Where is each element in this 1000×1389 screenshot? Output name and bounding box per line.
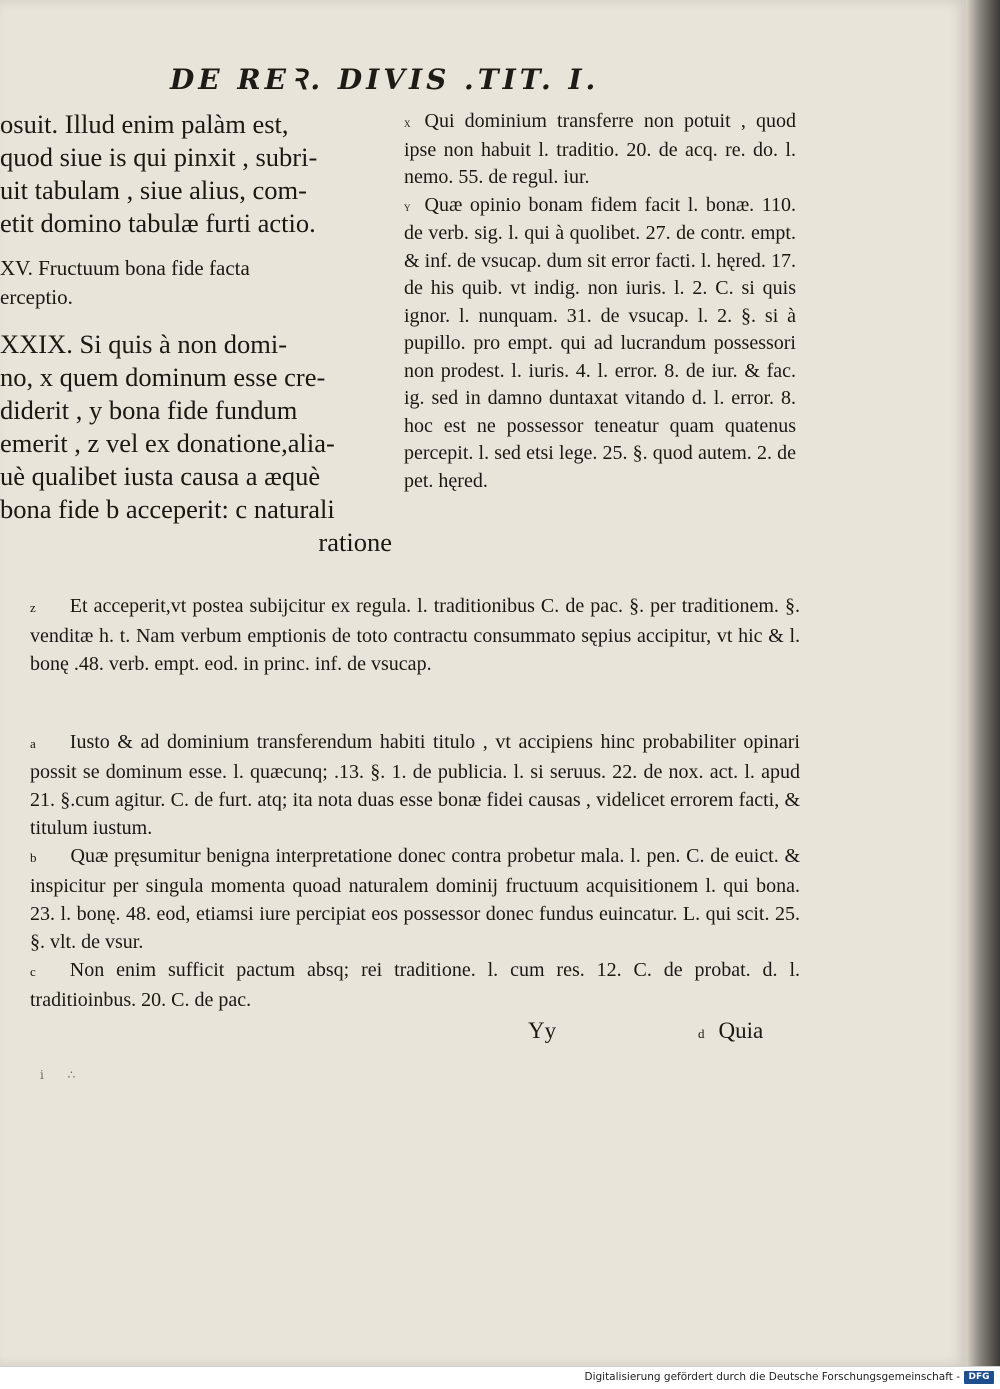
text-line: emerit , z vel ex donatione,alia- [0, 428, 335, 458]
gloss-note [404, 108, 796, 192]
note-marker: y [404, 198, 411, 214]
text-line: XXIX. Si quis à non domi- [0, 329, 288, 359]
gloss-note-wide [0, 592, 800, 678]
digitization-footer [0, 1366, 1000, 1389]
note-text: Qui dominium transferre non potuit , quod ipse non habuit l. traditio. 20. de acq. re. do. l. nemo. 55. de regul. iur. [404, 110, 796, 188]
text-line: etit domino tabulæ furti actio. [0, 208, 316, 238]
note-text: Et acceperit,vt postea subijcitur ex regula. l. traditionibus C. de pac. §. per traditionem. §. venditæ h. t. Nam verbum emptionis de toto contractu consummato sępius accipitur, vt hic & l. bonę .48. verb. empt. eod. in princ. inf. de vsucap. [30, 595, 800, 675]
section-heading-line: XV. Fructuum bona fide facta [0, 256, 250, 280]
text-line: osuit. Illud enim palàm est, [0, 109, 289, 139]
catchword: d Quia [698, 1018, 764, 1043]
gloss-note [404, 192, 796, 496]
ink-smudge: i ∴ [40, 1068, 86, 1082]
text-line: uit tabulam , siue alius, com- [0, 175, 307, 205]
gloss-column [404, 108, 796, 495]
text-line: no, x quem dominum esse cre- [0, 362, 326, 392]
signature-mark: Yy [528, 1018, 557, 1043]
note-text: Quæ opinio bonam fidem facit l. bonæ. 110. de verb. sig. l. qui à quolibet. 27. de contr. empt. & inf. de vsucap. dum sit error facti. l. hęred. 17. de his quib. vt indig. non iuris. l. 2. C. si quis ignor. l. nunquam. 31. de vsucap. l. 2. §. si à pupillo. pro empt. qui ad lucrandum possessori non prodest. l. iuris. 4. l. error. 8. de iur. & fac. ig. sed in damno duntaxat vitando d. l. error. 8. hoc est ne possessor teneatur quam quatenus percepit. l. sed etsi lege. 25. §. quod autem. 2. de pet. hęred. [404, 193, 796, 492]
section-heading-line: erceptio. [0, 285, 73, 309]
note-marker: a [30, 736, 36, 751]
note-marker: b [30, 850, 37, 865]
text-line: bona fide b acceperit: c naturali [0, 494, 335, 524]
note-text: Non enim sufficit pactum absq; rei traditione. l. cum res. 12. C. de probat. d. l. traditioinbus. 20. C. de pac. [30, 959, 800, 1011]
note-text: Quæ pręsumitur benigna interpretatione donec contra probetur mala. l. pen. C. de euict. & inspicitur per singula momenta quoad naturalem dominij fructuum acquisitionem l. qui bona. 23. l. bonę. 48. eod, etiamsi iure percipiat eos possessor donec fundus euincatur. L. qui scit. 25. §. vlt. de vsur. [30, 845, 800, 953]
funding-notice: Digitalisierung gefördert durch die Deutsche Forschungsgemeinschaft - [584, 1371, 960, 1383]
gloss-notes-block [0, 728, 800, 1014]
text-line: diderit , y bona fide fundum [0, 395, 298, 425]
text-line: ratione [318, 527, 392, 557]
note-marker: c [30, 964, 36, 979]
text-line: uè qualibet iusta causa a æquè [0, 461, 321, 491]
note-marker: x [404, 115, 411, 130]
running-header: DE REꝚ. DIVIS .TIT. I. [170, 63, 600, 96]
page-edge-shadow [966, 0, 1000, 1366]
note-text: Iusto & ad dominium transferendum habiti titulo , vt accipiens hinc probabiliter opinari possit se dominum esse. l. quæcunq; .13. §. 1. de publicia. l. si seruus. 22. de nox. act. l. apud 21. §.cum agitur. C. de furt. atq; ita nota duas esse bonæ fidei causas , videlicet errorem facti, & titulum iustum. [30, 731, 800, 839]
main-text-column [0, 108, 392, 559]
text-line: quod siue is qui pinxit , subri- [0, 142, 318, 172]
catchword-line [528, 1018, 808, 1052]
dfg-logo[interactable]: DFG [964, 1371, 994, 1384]
note-marker: z [30, 600, 36, 615]
